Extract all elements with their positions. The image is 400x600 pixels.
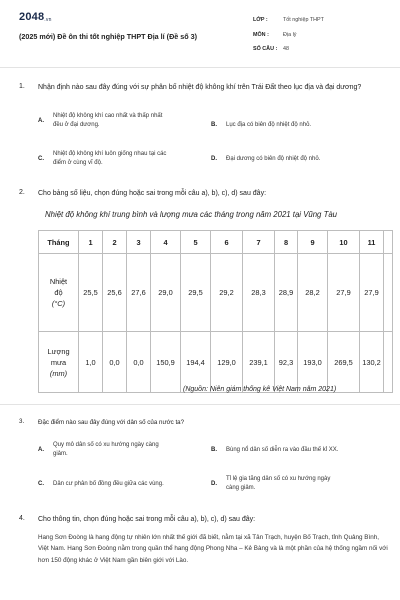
table-cell: 92,3 (275, 332, 298, 393)
table-cell: 0,0 (127, 332, 151, 393)
table-cell: 269,5 (328, 332, 360, 393)
row-label-line: Lượng (47, 346, 70, 356)
row-label (39, 254, 79, 332)
page-header (0, 0, 400, 62)
table-cell: 28,9 (275, 254, 298, 332)
table-cell: 28,2 (298, 254, 328, 332)
table-cell: 29,0 (151, 254, 181, 332)
table-header-cell: 5 (181, 231, 211, 254)
option-letter: D. (211, 481, 217, 487)
subject-meta (253, 32, 296, 38)
table-header-cell: 2 (103, 231, 127, 254)
table-cell: 239,1 (243, 332, 275, 393)
table-header-cell: 7 (243, 231, 275, 254)
table-cell: 0,0 (103, 332, 127, 393)
table-header-row (39, 231, 393, 254)
table-row-rainfall (39, 332, 393, 393)
table-header-cell: 10 (328, 231, 360, 254)
question-4-paragraph: Hang Sơn Đoòng là hang động tự nhiên lớn nhất thế giới đã biết, nằm tại xã Tân Trạch, huyện Bố Trạch, tỉnh Quảng Bình, Việt Nam. Hang Sơn Đoòng nằm trong quần thể hang động Phong Nha – Kẻ Bàng và là một phần của hệ thống ngầm nối với hơn 150 động khác ở Việt Nam gần biên giới với Lào. (38, 534, 388, 564)
table-cell-overflow (384, 254, 393, 332)
question-number: 2. (19, 189, 25, 196)
option-letter: C. (38, 156, 44, 162)
table-cell: 27,9 (328, 254, 360, 332)
class-meta (253, 17, 324, 23)
table-cell: 25,5 (79, 254, 103, 332)
table-cell: 1,0 (79, 332, 103, 393)
table-header-cell: 11 (360, 231, 384, 254)
table-cell-overflow (384, 332, 393, 393)
class-label: LỚP : (253, 17, 268, 23)
table-cell: 129,0 (211, 332, 243, 393)
count-value: 48 (283, 46, 289, 52)
logo-text: 2048 (19, 11, 45, 23)
table-cell: 130,2 (360, 332, 384, 393)
question-text: Cho thông tin, chọn đúng hoặc sai trong mỗi câu a), b), c), d) sau đây: (38, 516, 256, 523)
subject-value: Địa lý (283, 32, 297, 38)
option-text: Bùng nổ dân số diễn ra vào đầu thế kỉ XX. (226, 447, 339, 453)
row-label-unit: (°C) (51, 299, 66, 308)
row-label-unit: (mm) (49, 368, 68, 378)
class-value: Tốt nghiệp THPT (283, 17, 324, 23)
table-header-cell: Tháng (39, 231, 79, 254)
option-letter: C. (38, 481, 44, 487)
table-cell: 27,6 (127, 254, 151, 332)
option-text: Quy mô dân số có xu hướng ngày càng giảm. (53, 442, 159, 457)
table-cell: 150,9 (151, 332, 181, 393)
row-label-line: độ (54, 288, 63, 297)
question-text: Cho bảng số liệu, chọn đúng hoặc sai trong mỗi câu a), b), c), d) sau đây: (38, 190, 267, 197)
option-letter: A. (38, 447, 44, 453)
option-text: Nhiệt độ không khí cao nhất và thấp nhất đều ở đại dương. (53, 113, 163, 128)
section-divider (0, 404, 400, 405)
option-text: Nhiệt độ không khí luôn giống nhau tại các điểm ở cùng vĩ độ. (53, 151, 167, 166)
table-header-cell: 6 (211, 231, 243, 254)
option-letter: A. (38, 118, 44, 124)
row-label (39, 332, 79, 393)
row-label-line: mưa (50, 357, 67, 367)
question-number: 4. (19, 515, 25, 522)
exam-title: (2025 mới) Đề ôn thi tốt nghiệp THPT Địa lí (Đề số 3) (19, 32, 198, 41)
table-cell: 194,4 (181, 332, 211, 393)
option-letter: B. (211, 447, 217, 453)
logo-suffix: .vn (44, 17, 52, 23)
table-header-cell: 8 (275, 231, 298, 254)
subject-label: MÔN : (253, 32, 269, 38)
question-number: 3. (19, 418, 25, 425)
row-label-line: Nhiệt (49, 277, 68, 286)
option-text: Dân cư phân bố đồng đều giữa các vùng. (53, 481, 164, 487)
table-cell: 27,9 (360, 254, 384, 332)
table-header-cell: 4 (151, 231, 181, 254)
option-letter: D. (211, 156, 217, 162)
site-logo[interactable] (19, 11, 52, 23)
question-number: 1. (19, 83, 25, 90)
header-divider (0, 67, 400, 68)
table-header-cell: 9 (298, 231, 328, 254)
count-label: SỐ CÂU : (253, 46, 278, 52)
count-meta (253, 46, 289, 52)
table-cell: 29,5 (181, 254, 211, 332)
data-table (38, 230, 393, 393)
table-header-cell: 1 (79, 231, 103, 254)
table-cell: 193,0 (298, 332, 328, 393)
question-text: Nhận định nào sau đây đúng với sự phân bố nhiệt độ không khí trên Trái Đất theo lục địa và đại dương? (38, 84, 362, 91)
option-text: Tỉ lệ gia tăng dân số có xu hướng ngày càng giảm. (226, 476, 331, 491)
question-text: Đặc điểm nào sau đây đúng với dân số của nước ta? (38, 419, 185, 426)
option-letter: B. (211, 122, 217, 128)
option-text: Lục địa có biên độ nhiệt độ nhỏ. (226, 122, 312, 128)
table-caption: Nhiệt độ không khí trung bình và lượng mưa các tháng trong năm 2021 tại Vũng Tàu (45, 210, 337, 219)
table-source: (Nguồn: Niên giám thống kê Việt Nam năm 2021) (183, 386, 337, 393)
table-row-temperature (39, 254, 393, 332)
table-header-cell-overflow (384, 231, 393, 254)
table-cell: 29,2 (211, 254, 243, 332)
table-header-cell: 3 (127, 231, 151, 254)
table-cell: 28,3 (243, 254, 275, 332)
option-text: Đại dương có biên độ nhiệt độ nhỏ. (226, 156, 321, 162)
table-cell: 25,6 (103, 254, 127, 332)
